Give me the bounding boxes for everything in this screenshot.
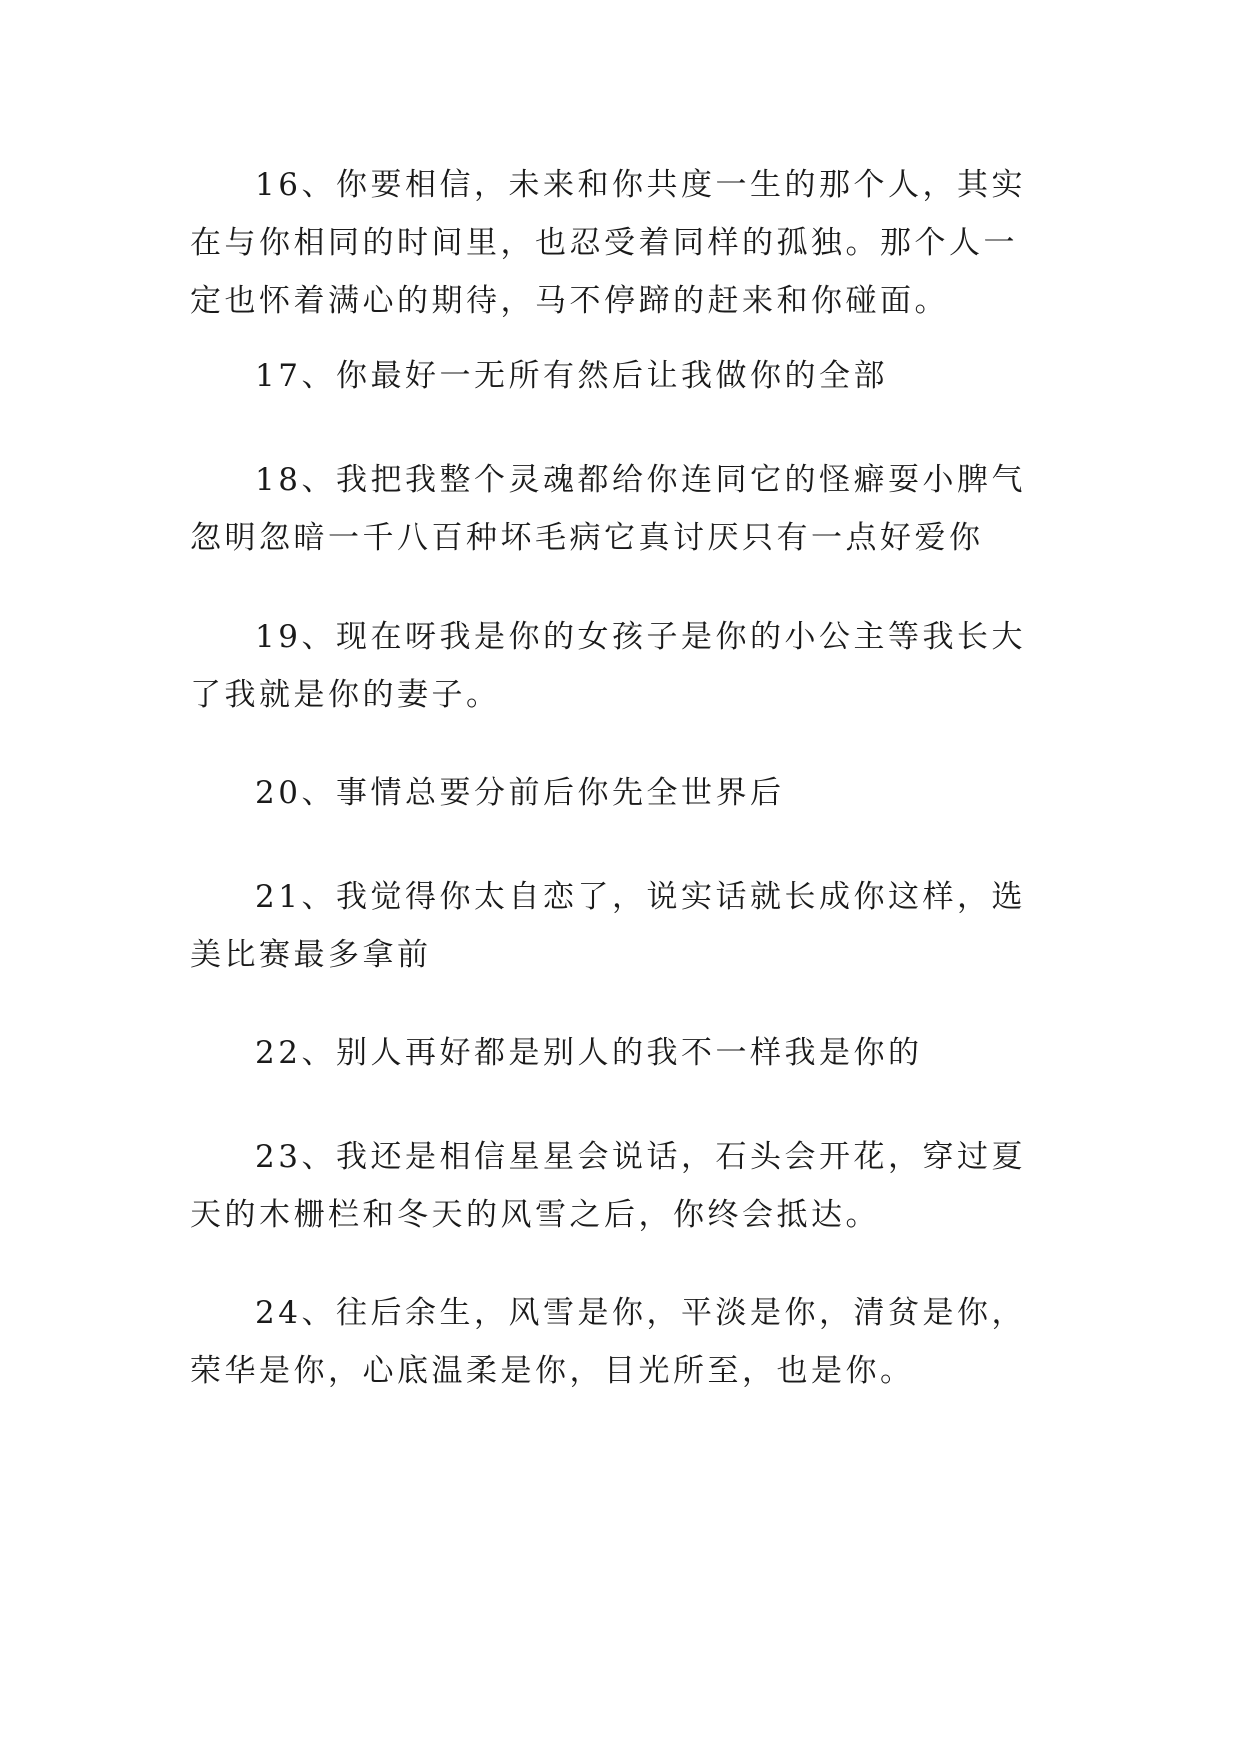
paragraph-17: 17、你最好一无所有然后让我做你的全部	[255, 358, 888, 394]
paragraph-23: 23、我还是相信星星会说话，石头会开花，穿过夏天的木栅栏和冬天的风雪之后，你终会抵达。	[190, 1139, 1026, 1233]
paragraph-16: 16、你要相信，未来和你共度一生的那个人，其实在与你相同的时间里，也忍受着同样的孤独。那个人一定也怀着满心的期待，马不停蹄的赶来和你碰面。	[190, 167, 1026, 319]
paragraph-19: 19、现在呀我是你的女孩子是你的小公主等我长大了我就是你的妻子。	[190, 619, 1026, 713]
paragraph-21: 21、我觉得你太自恋了，说实话就长成你这样，选美比赛最多拿前	[190, 879, 1026, 973]
paragraph-22: 22、别人再好都是别人的我不一样我是你的	[255, 1035, 923, 1071]
paragraph-20: 20、事情总要分前后你先全世界后	[255, 775, 785, 811]
paragraph-18: 18、我把我整个灵魂都给你连同它的怪癖耍小脾气忽明忽暗一千八百种坏毛病它真讨厌只有一点好爱你	[190, 462, 1026, 556]
paragraph-24: 24、往后余生，风雪是你，平淡是你，清贫是你，荣华是你，心底温柔是你，目光所至，也是你。	[190, 1295, 1026, 1389]
